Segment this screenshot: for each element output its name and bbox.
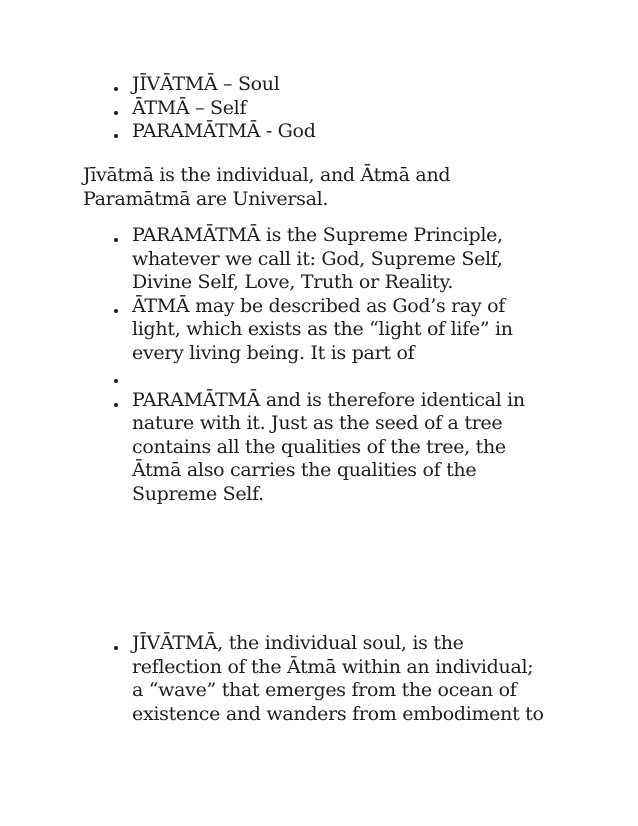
list-item-line: whatever we call it: God, Supreme Self,: [132, 247, 503, 270]
jivatma-list: [100, 632, 544, 726]
bullet-icon: [114, 111, 118, 115]
list-item-line: existence and wanders from embodiment to: [132, 702, 544, 725]
list-item-empty: [100, 365, 525, 389]
list-item-line: JĪVĀTMĀ, the individual soul, is the: [132, 632, 464, 654]
paragraph-line: Paramātmā are Universal.: [83, 188, 329, 210]
bullet-icon: [114, 87, 118, 91]
definitions-list: [100, 224, 525, 506]
bullet-icon: [114, 403, 118, 407]
list-item-line: reflection of the Ātmā within an individual;: [132, 655, 534, 678]
list-item-line: [132, 365, 525, 389]
paragraph-line: Jīvātmā is the individual, and Ātmā and: [83, 164, 451, 186]
list-item-line: Divine Self, Love, Truth or Reality.: [132, 271, 454, 293]
list-item-jivatma-definition: [100, 632, 544, 726]
list-item-text: ĀTMĀ – Self: [132, 96, 247, 119]
bullet-icon: [114, 134, 118, 138]
list-item-text: PARAMĀTMĀ - God: [132, 120, 316, 142]
list-item-line: PARAMĀTMĀ is the Supreme Principle,: [132, 224, 503, 246]
bullet-icon: [114, 309, 118, 313]
list-item-paramatma-definition: [100, 224, 525, 295]
list-item-atma-definition: [100, 295, 525, 366]
list-item-line: light, which exists as the “light of life” in: [132, 318, 513, 340]
list-item-text: JĪVĀTMĀ – Soul: [132, 73, 280, 95]
list-item-line: PARAMĀTMĀ and is therefore identical in: [132, 388, 525, 411]
bullet-icon: [114, 238, 118, 242]
list-item-line: a “wave” that emerges from the ocean of: [132, 679, 517, 701]
list-item-identity: [100, 389, 525, 507]
bullet-icon: [114, 379, 118, 383]
intro-paragraph: [83, 163, 450, 211]
list-item-line: Ātmā also carries the qualities of the: [132, 459, 477, 481]
list-item-line: contains all the qualities of the tree, the: [132, 435, 506, 458]
list-item-jivatma: [100, 73, 316, 97]
list-item-line: every living being. It is part of: [132, 341, 415, 364]
list-item-line: ĀTMĀ may be described as God’s ray of: [132, 294, 505, 317]
list-item-atma: [100, 97, 316, 121]
bullet-icon: [114, 646, 118, 650]
list-item-line: Supreme Self.: [132, 482, 264, 505]
list-item-paramatma: [100, 120, 316, 144]
terms-list: [100, 73, 316, 144]
list-item-line: nature with it. Just as the seed of a tree: [132, 412, 503, 434]
